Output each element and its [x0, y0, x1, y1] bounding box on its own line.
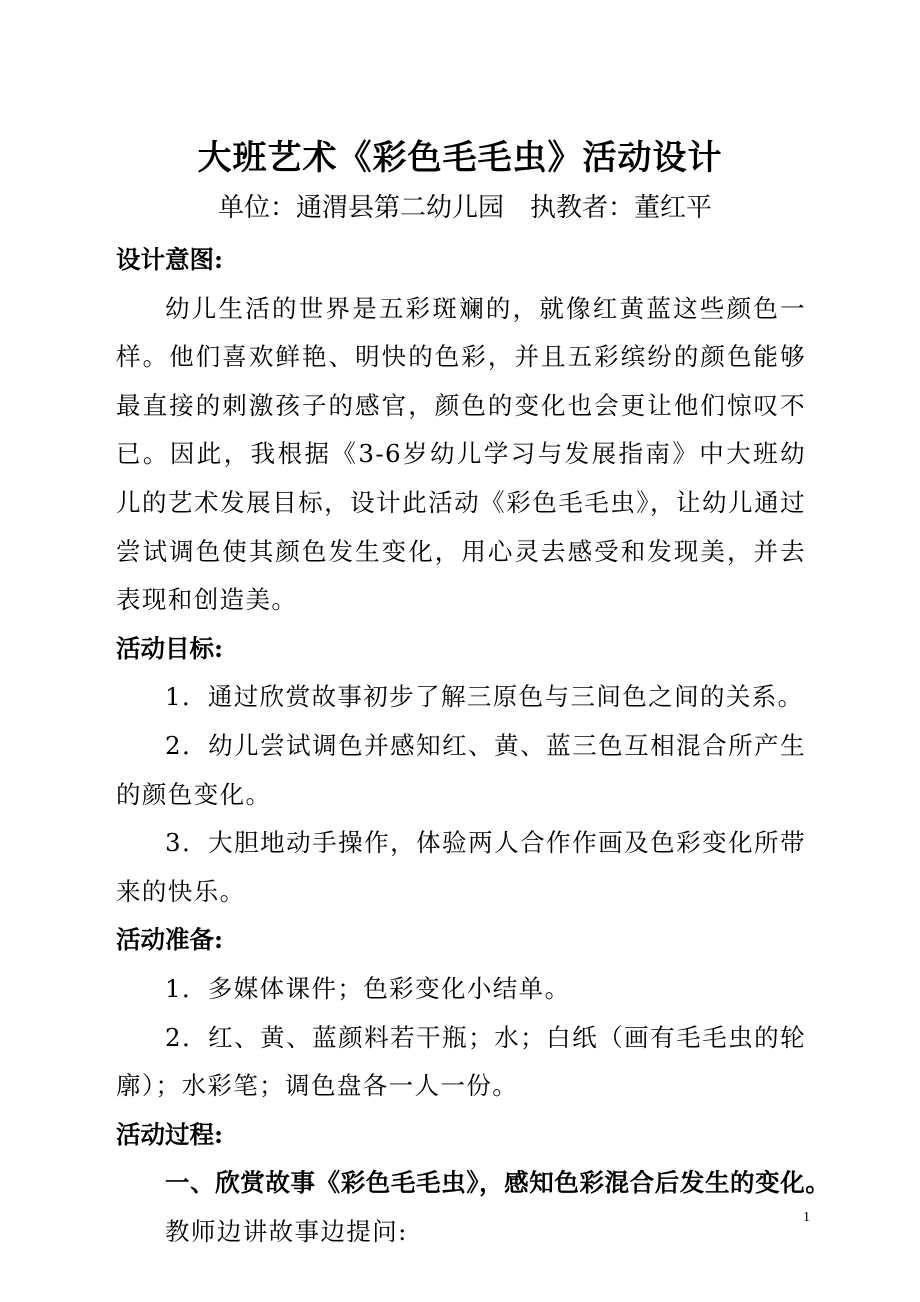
goals-heading: 活动目标: [116, 633, 224, 663]
preparation-item: 2．红、黄、蓝颜料若干瓶；水；白纸（画有毛毛虫的轮廓）；水彩笔；调色盘各一人一份。 [116, 1022, 806, 1101]
process-step-one-text: 教师边讲故事边提问: [165, 1216, 408, 1246]
document-title: 大班艺术《彩色毛毛虫》活动设计 [197, 138, 723, 178]
goal-item: 3．大胆地动手操作，体验两人合作作画及色彩变化所带来的快乐。 [116, 828, 806, 906]
process-step-one-heading: 一、欣赏故事《彩色毛毛虫》，感知色彩混合后发生的变化。 [165, 1168, 831, 1198]
document-subtitle: 单位：通渭县第二幼儿园 执教者：董红平 [217, 193, 712, 223]
goal-item: 1．通过欣赏故事初步了解三原色与三间色之间的关系。 [165, 682, 804, 712]
document-body [116, 236, 831, 1256]
process-heading: 活动过程: [116, 1119, 224, 1149]
preparation-item: 1．多媒体课件；色彩变化小结单。 [165, 973, 571, 1003]
preparation-heading: 活动准备: [116, 925, 224, 955]
design-intent-heading: 设计意图: [116, 245, 224, 274]
design-intent-paragraph: 幼儿生活的世界是五彩斑斓的，就像红黄蓝这些颜色一样。他们喜欢鲜艳、明快的色彩，并且五彩缤纷的颜色能够最直接的刺激孩子的感官，颜色的变化也会更让他们惊叹不已。因此，我根据《3-6岁幼儿学习与发展指南》中大班幼儿的艺术发展目标，设计此活动《彩色毛毛虫》，让幼儿通过尝试调色使其颜色发生变化，用心灵去感受和发现美，并去表现和创造美。 [116, 293, 806, 615]
page-number: 1 [803, 1210, 810, 1225]
goal-item: 2．幼儿尝试调色并感知红、黄、蓝三色互相混合所产生的颜色变化。 [116, 730, 806, 809]
